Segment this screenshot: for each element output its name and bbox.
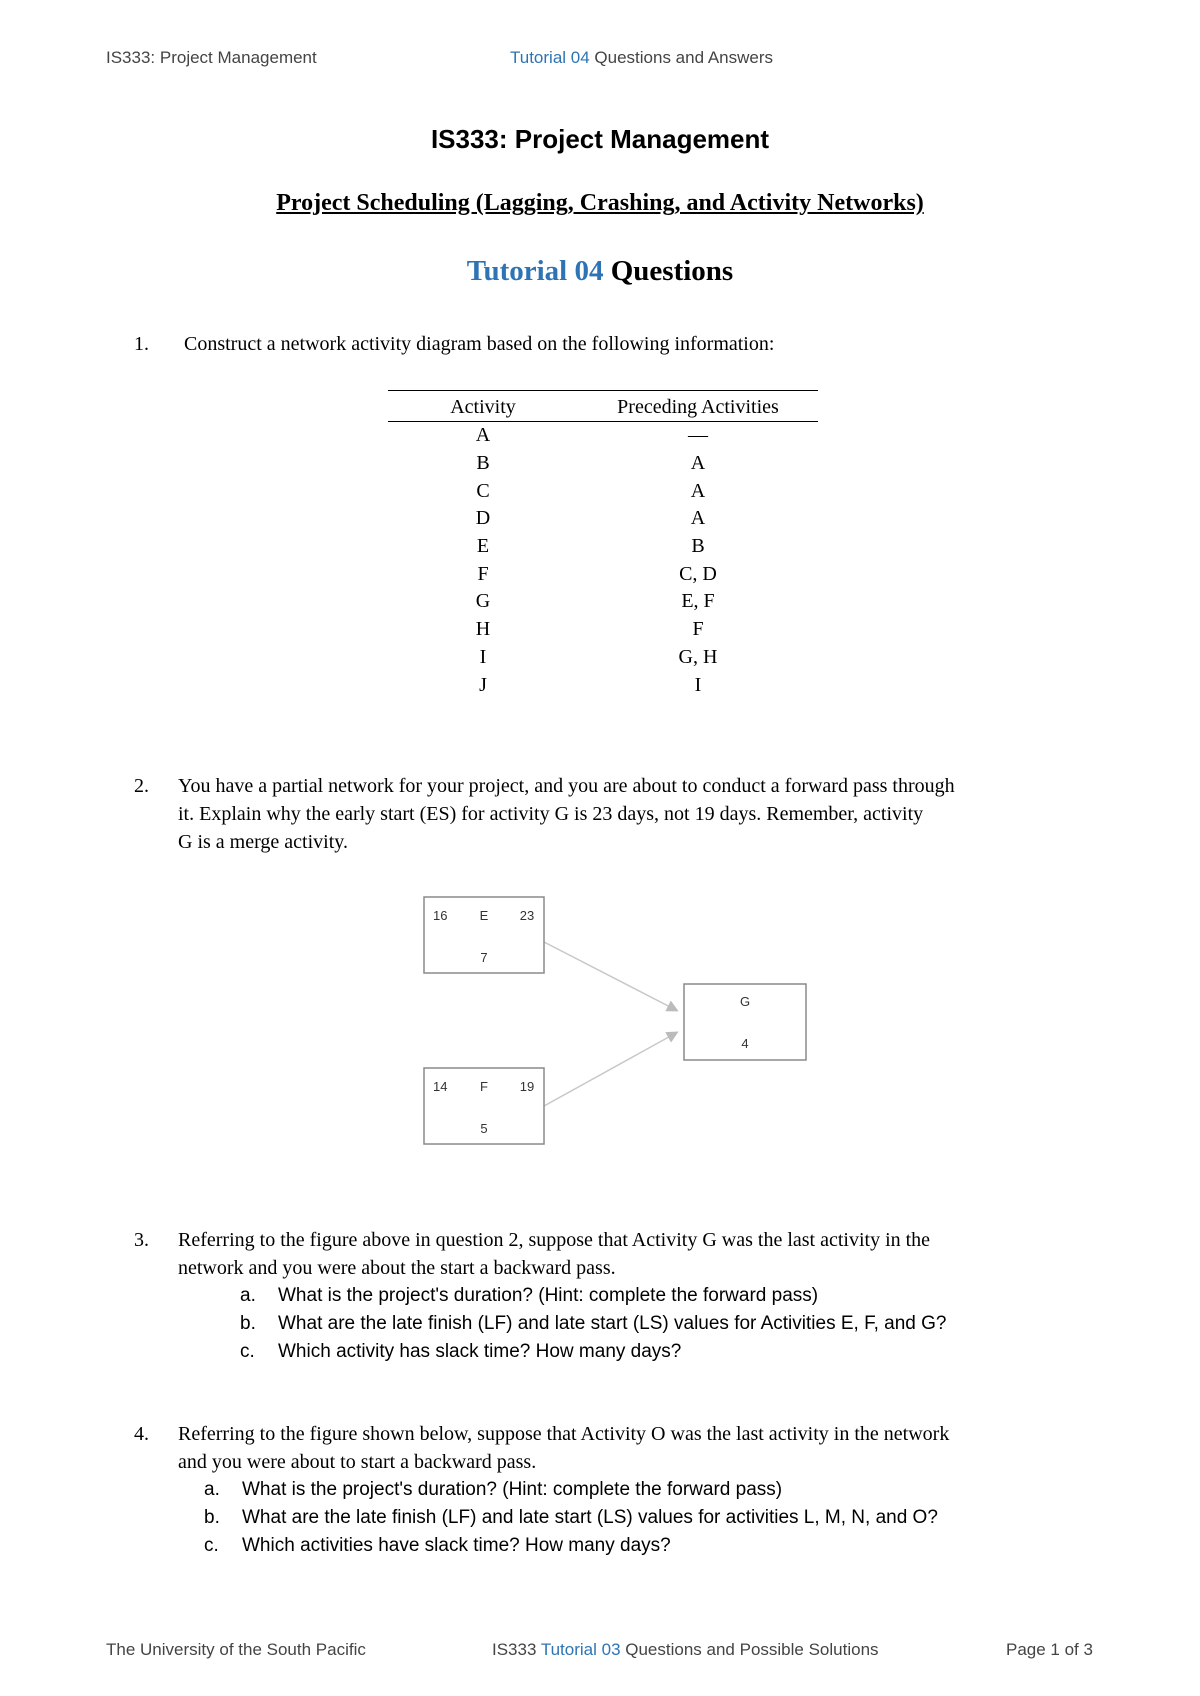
activity-cell: A bbox=[475, 424, 491, 447]
q3-line: network and you were about the start a backward pass. bbox=[178, 1257, 616, 1279]
q2-line: G is a merge activity. bbox=[178, 831, 348, 853]
preceding-cell: I bbox=[694, 673, 702, 696]
q3-number: 3. bbox=[134, 1229, 149, 1251]
activity-cell: H bbox=[475, 618, 491, 641]
node-g bbox=[684, 984, 806, 1060]
node-g-name: G bbox=[739, 994, 751, 1009]
q3-item-letter: a. bbox=[240, 1285, 256, 1306]
node-e-duration: 7 bbox=[480, 950, 488, 965]
activity-cell: D bbox=[475, 507, 491, 530]
table-row bbox=[388, 560, 818, 588]
table-row bbox=[388, 422, 818, 450]
header-tutorial-accent: Tutorial 04 bbox=[510, 48, 590, 67]
table-row bbox=[388, 533, 818, 561]
list-item bbox=[204, 1532, 938, 1560]
q2-line: it. Explain why the early start (ES) for activity G is 23 days, not 19 days. Remember, activity bbox=[178, 803, 924, 825]
preceding-cell: — bbox=[688, 424, 708, 447]
q4-item-text: What is the project's duration? (Hint: complete the forward pass) bbox=[242, 1479, 783, 1500]
precedence-table-header bbox=[388, 391, 818, 422]
node-g-duration: 4 bbox=[741, 1036, 749, 1051]
activity-cell: C bbox=[476, 479, 490, 502]
q2-number: 2. bbox=[134, 775, 149, 797]
table-row bbox=[388, 450, 818, 478]
footer-tutorial-accent: Tutorial 03 bbox=[540, 1640, 621, 1659]
activity-cell: G bbox=[475, 590, 491, 613]
tutorial-heading-rest: Questions bbox=[603, 255, 734, 287]
q3-line: Referring to the figure above in question 2, suppose that Activity G was the last activity in the bbox=[178, 1229, 931, 1251]
page-title: IS333: Project Management bbox=[430, 124, 770, 154]
preceding-cell: G, H bbox=[678, 645, 718, 668]
list-item bbox=[240, 1310, 946, 1338]
table-row bbox=[388, 644, 818, 672]
q4-item-letter: c. bbox=[204, 1535, 219, 1556]
footer-tutorial-rest: Questions and Possible Solutions bbox=[620, 1640, 879, 1659]
preceding-cell: E, F bbox=[681, 590, 715, 613]
q1-number: 1. bbox=[134, 333, 149, 355]
q3-item-letter: c. bbox=[240, 1341, 255, 1362]
footer-university: The University of the South Pacific bbox=[106, 1640, 366, 1659]
q3-text bbox=[178, 1226, 1108, 1282]
q4-item-text: What are the late finish (LF) and late start (LS) values for activities L, M, N, and O? bbox=[242, 1507, 938, 1528]
footer-page-number: Page 1 of 3 bbox=[1006, 1640, 1093, 1659]
footer-tutorial-prefix: IS333 bbox=[492, 1640, 541, 1659]
q4-line: and you were about to start a backward pass. bbox=[178, 1451, 537, 1473]
page-subtitle: Project Scheduling (Lagging, Crashing, and Activity Networks) bbox=[276, 190, 924, 216]
q4-item-text: Which activities have slack time? How many days? bbox=[242, 1535, 671, 1556]
node-f bbox=[424, 1068, 544, 1144]
arrow-e-to-g bbox=[544, 942, 676, 1010]
arrow-f-to-g bbox=[544, 1033, 676, 1106]
tutorial-heading bbox=[0, 255, 1200, 288]
activity-cell: J bbox=[479, 673, 487, 696]
list-item bbox=[240, 1282, 946, 1310]
tutorial-heading-accent: Tutorial 04 bbox=[466, 255, 604, 287]
q1-text: Construct a network activity diagram based on the following information: bbox=[184, 333, 775, 355]
q4-line: Referring to the figure shown below, suppose that Activity O was the last activity in the network bbox=[178, 1423, 950, 1445]
list-item bbox=[204, 1476, 938, 1504]
node-f-es: 14 bbox=[433, 1079, 448, 1094]
q3-item-text: Which activity has slack time? How many days? bbox=[278, 1341, 682, 1362]
node-f-duration: 5 bbox=[480, 1121, 488, 1136]
table-row bbox=[388, 588, 818, 616]
merge-activity-diagram bbox=[420, 890, 820, 1160]
preceding-cell: A bbox=[690, 479, 706, 502]
header-course: IS333: Project Management bbox=[106, 48, 317, 67]
activity-cell: B bbox=[476, 452, 490, 475]
node-e-ef: 23 bbox=[519, 908, 535, 923]
node-e-es: 16 bbox=[433, 908, 448, 923]
q4-item-letter: b. bbox=[204, 1507, 220, 1528]
list-item bbox=[204, 1504, 938, 1532]
footer-tutorial bbox=[492, 1640, 879, 1660]
q4-number: 4. bbox=[134, 1423, 149, 1445]
q3-item-text: What are the late finish (LF) and late start (LS) values for Activities E, F, and G? bbox=[278, 1313, 947, 1334]
activity-cell: I bbox=[479, 645, 487, 668]
node-e bbox=[424, 897, 544, 973]
preceding-cell: B bbox=[691, 535, 705, 558]
node-f-name: F bbox=[480, 1079, 488, 1094]
q4-subitems bbox=[204, 1476, 938, 1560]
preceding-cell: C, D bbox=[679, 562, 717, 585]
q3-item-text: What is the project's duration? (Hint: complete the forward pass) bbox=[278, 1285, 819, 1306]
preceding-cell: A bbox=[690, 507, 706, 530]
column-header-preceding: Preceding Activities bbox=[578, 391, 818, 422]
table-row bbox=[388, 616, 818, 644]
preceding-cell: A bbox=[690, 452, 706, 475]
q4-text bbox=[178, 1420, 1108, 1476]
q2-text bbox=[178, 772, 1108, 856]
column-header-activity: Activity bbox=[388, 391, 578, 422]
node-e-name: E bbox=[479, 908, 489, 923]
q3-item-letter: b. bbox=[240, 1313, 256, 1334]
table-row bbox=[388, 477, 818, 505]
header-tutorial-rest: Questions and Answers bbox=[589, 48, 774, 67]
precedence-table bbox=[388, 390, 818, 699]
q3-subitems bbox=[240, 1282, 946, 1366]
node-f-ef: 19 bbox=[519, 1079, 535, 1094]
q2-line: You have a partial network for your project, and you are about to conduct a forward pass through bbox=[178, 775, 955, 797]
list-item bbox=[240, 1338, 946, 1366]
activity-cell: F bbox=[477, 562, 489, 585]
q4-item-letter: a. bbox=[204, 1479, 220, 1500]
header-tutorial bbox=[510, 48, 773, 68]
preceding-cell: F bbox=[692, 618, 704, 641]
activity-cell: E bbox=[476, 535, 490, 558]
table-row bbox=[388, 505, 818, 533]
table-row bbox=[388, 671, 818, 699]
